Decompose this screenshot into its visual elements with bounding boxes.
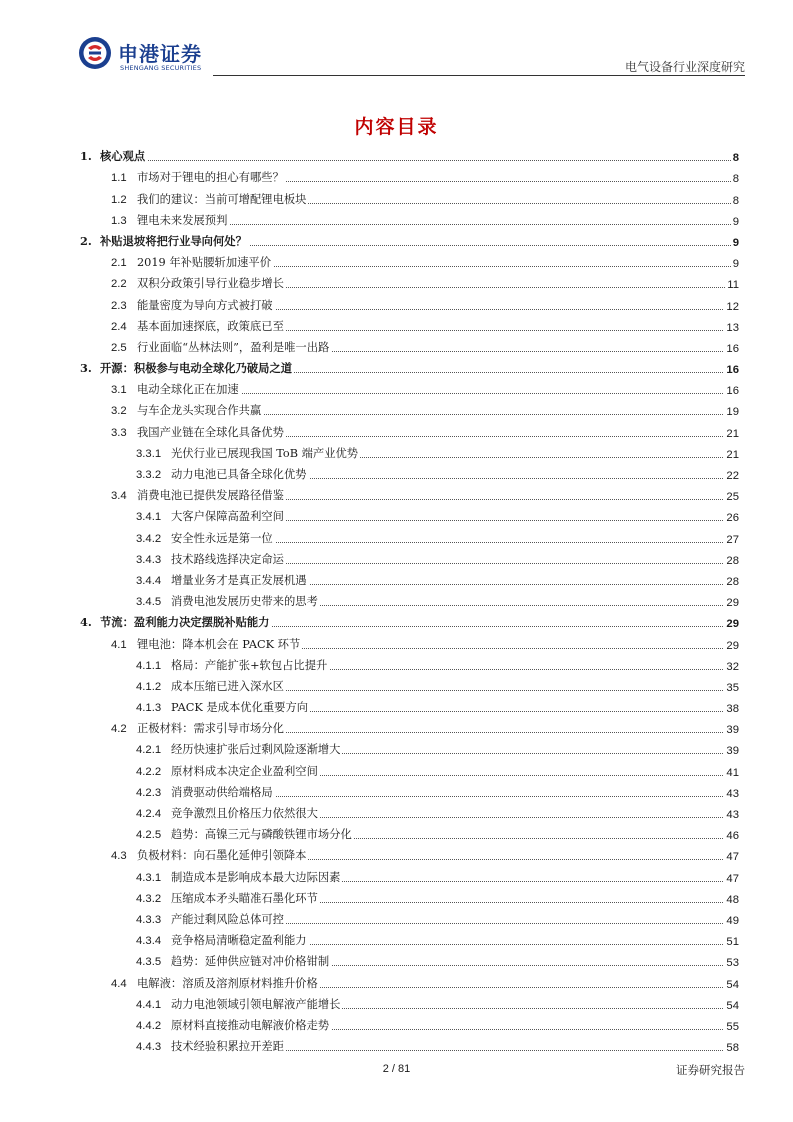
toc-entry-page: 53	[726, 957, 739, 970]
toc-entry-label	[80, 487, 286, 503]
toc-entry-page: 43	[726, 809, 739, 821]
toc-entry-text: 经历快速扩张后过剩风险逐渐增大	[171, 743, 341, 757]
toc-entry-number: 4.3.3	[136, 913, 162, 926]
toc-entry-number: 2.5	[111, 341, 127, 354]
toc-entry-label	[80, 911, 286, 927]
toc-entry[interactable]	[80, 185, 739, 206]
toc-entry-label	[80, 402, 263, 418]
toc-entry[interactable]	[80, 418, 739, 439]
toc-entry-text: 技术经验积累拉开差距	[171, 1040, 284, 1054]
toc-entry-text: 双积分政策引导行业稳步增长	[137, 277, 284, 291]
toc-entry-number: 3.4.4	[136, 574, 162, 587]
toc-entry-text: 开源：积极参与电动全球化乃破局之道	[100, 361, 293, 376]
toc-entry-text: 趋势：延伸供应链对冲价格钳制	[171, 955, 330, 969]
toc-entry-label	[80, 847, 308, 863]
toc-entry[interactable]	[80, 228, 739, 249]
toc-entry-number: 4.2.5	[136, 829, 162, 842]
toc-entry-page: 41	[726, 766, 739, 779]
toc-entry-page: 29	[726, 639, 739, 652]
toc-entry-page: 9	[732, 215, 739, 228]
toc-entry-label	[80, 572, 309, 588]
toc-entry[interactable]	[80, 1012, 739, 1033]
toc-entry-text: 锂电未来发展预判	[137, 213, 228, 227]
footer-label: 证券研究报告	[676, 1063, 745, 1077]
toc-entry[interactable]	[80, 652, 739, 673]
toc-entry-label	[80, 614, 271, 630]
toc-entry-label	[80, 826, 354, 842]
toc-entry-label	[80, 212, 229, 228]
toc-entry-page: 46	[726, 830, 739, 843]
toc-entry-page: 8	[732, 152, 739, 165]
report-type: 电气设备行业深度研究	[624, 60, 745, 74]
toc-entry-text: 动力电池领域引领电解液产能增长	[171, 997, 341, 1011]
toc-entry-text: 格局：产能扩张+软包占比提升	[171, 658, 328, 672]
toc-entry-number: 2.3	[111, 299, 127, 312]
toc-entry-label	[80, 784, 275, 800]
toc-entry-label	[80, 890, 320, 906]
toc-entry-number: 3.4	[111, 490, 127, 503]
toc-entry-label	[80, 1017, 331, 1033]
toc-entry-text: 大客户保障高盈利空间	[171, 510, 284, 524]
toc-entry-text: 安全性永远是第一位	[171, 531, 273, 545]
toc-entry-number: 4.1.1	[136, 659, 162, 672]
toc-entry[interactable]	[80, 546, 739, 567]
toc-entry-label	[80, 805, 320, 821]
toc-entry-label	[80, 530, 275, 546]
toc-entry-text: 增量业务才是真正发展机遇	[171, 573, 307, 587]
toc-entry-page: 54	[726, 999, 739, 1012]
toc-entry[interactable]	[80, 630, 739, 651]
toc-entry-page: 28	[726, 554, 739, 567]
toc-entry-number: 1.	[80, 149, 92, 164]
toc-entry-label	[80, 1038, 286, 1054]
toc-entry-page: 48	[726, 893, 739, 906]
toc-entry-number: 4.3.1	[136, 871, 162, 884]
toc-entry-number: 3.3	[111, 426, 127, 439]
toc-entry-text: 产能过剩风险总体可控	[171, 912, 284, 926]
toc-entry[interactable]	[80, 588, 739, 609]
toc-entry-label	[80, 169, 286, 185]
toc-entry-page: 29	[726, 618, 739, 631]
toc-entry[interactable]	[80, 906, 739, 927]
toc-entry-label	[80, 996, 342, 1012]
toc-entry-page: 22	[726, 470, 739, 482]
toc-entry-text: 原材料成本决定企业盈利空间	[171, 764, 318, 778]
toc-entry[interactable]	[80, 609, 739, 630]
toc-entry-number: 4.2.4	[136, 808, 162, 820]
toc-entry-number: 4.1.2	[136, 680, 162, 693]
toc-entry[interactable]	[80, 715, 739, 736]
toc-entry-label	[80, 763, 320, 779]
toc-entry-label	[80, 445, 360, 461]
toc-entry-page: 29	[726, 597, 739, 610]
toc-entry-page: 9	[732, 258, 739, 271]
toc-entry-page: 28	[726, 575, 739, 588]
toc-entry-number: 1.3	[111, 214, 127, 227]
toc-entry-page: 25	[726, 491, 739, 504]
toc-entry-text: 消费驱动供给端格局	[171, 785, 273, 799]
toc-entry-page: 12	[726, 300, 739, 313]
toc-entry[interactable]	[80, 524, 739, 545]
toc-entry-text: 动力电池已具备全球化优势	[171, 468, 307, 481]
toc-entry-number: 4.3	[111, 850, 127, 863]
toc-entry[interactable]	[80, 567, 739, 588]
toc-entry-page: 16	[726, 364, 739, 377]
toc-entry-label	[80, 657, 329, 673]
page-title: 内容目录	[354, 116, 439, 138]
toc-entry-label	[80, 191, 308, 207]
toc-entry-label	[80, 741, 342, 757]
toc-entry-label	[80, 318, 286, 334]
toc-entry-number: 1.2	[111, 193, 127, 206]
toc-entry[interactable]	[80, 291, 739, 312]
toc-entry[interactable]	[80, 397, 739, 418]
toc-entry-page: 58	[726, 1042, 739, 1055]
toc-entry-number: 3.2	[111, 405, 127, 418]
toc-entry[interactable]	[80, 376, 739, 397]
toc-entry-page: 8	[732, 173, 739, 186]
toc-entry-page: 54	[726, 978, 739, 991]
toc-entry[interactable]	[80, 736, 739, 757]
toc-entry-text: 与车企龙头实现合作共赢	[137, 404, 262, 418]
toc-entry-number: 1.1	[111, 172, 127, 185]
toc-entry-page: 27	[726, 533, 739, 546]
toc-entry[interactable]	[80, 461, 739, 482]
toc-entry-label	[80, 381, 241, 397]
toc-entry-page: 51	[726, 936, 739, 949]
toc-entry-number: 2.1	[111, 257, 127, 270]
toc-entry-page: 16	[726, 342, 739, 355]
toc-entry[interactable]	[80, 673, 739, 694]
toc-entry-number: 2.2	[111, 278, 127, 291]
toc-entry-text: 我国产业链在全球化具备优势	[137, 425, 284, 439]
toc-entry[interactable]	[80, 863, 739, 884]
toc-entry-text: 我们的建议：当前可增配锂电板块	[137, 192, 307, 206]
toc-entry-number: 4.3.5	[136, 956, 162, 969]
toc-entry-label	[80, 297, 275, 313]
toc-entry-page: 26	[726, 512, 739, 525]
toc-entry-page: 13	[726, 321, 739, 334]
toc-entry-page: 21	[726, 427, 739, 440]
toc-entry-text: 技术路线选择决定命运	[171, 552, 284, 566]
toc-entry[interactable]	[80, 482, 739, 503]
toc-entry-page: 47	[726, 872, 739, 885]
toc-entry-text: 节流：盈利能力决定摆脱补贴能力	[100, 615, 270, 630]
toc-entry-text: 制造成本是影响成本最大边际因素	[171, 870, 341, 884]
toc-entry-number: 4.4.1	[136, 998, 162, 1011]
toc-entry-number: 4.4	[111, 977, 127, 990]
toc-entry-page: 55	[726, 1020, 739, 1033]
toc-entry[interactable]	[80, 270, 739, 291]
toc-entry-label	[80, 953, 331, 969]
toc-entry-text: 市场对于锂电的担心有哪些？	[137, 171, 284, 185]
toc-entry-text: PACK 是成本优化重要方向	[171, 701, 309, 715]
toc-entry-label	[80, 360, 294, 376]
toc-entry-number: 3.1	[111, 384, 127, 397]
toc-entry-page: 9	[732, 236, 739, 249]
toc-entry[interactable]	[80, 821, 739, 842]
toc-entry-page: 21	[726, 448, 739, 461]
toc-entry-number: 4.1	[111, 638, 127, 651]
toc-entry-label	[80, 148, 147, 164]
toc-entry-page: 32	[726, 660, 739, 673]
toc-entry-number: 2.	[80, 233, 92, 248]
toc-entry[interactable]	[80, 440, 739, 461]
toc-entry-page: 43	[726, 787, 739, 800]
toc-entry[interactable]	[80, 779, 739, 800]
toc-entry-number: 4.4.3	[136, 1041, 162, 1054]
toc-entry-label	[80, 508, 286, 524]
toc-entry[interactable]	[80, 164, 739, 185]
toc-entry[interactable]	[80, 757, 739, 778]
toc-entry[interactable]	[80, 207, 739, 228]
toc-entry-number: 4.3.4	[136, 935, 162, 948]
toc-entry-text: 消费电池已提供发展路径借鉴	[137, 489, 284, 503]
toc-entry-text: 成本压缩已进入深水区	[171, 679, 284, 693]
toc-entry[interactable]	[80, 694, 739, 715]
toc-entry-page: 16	[726, 385, 739, 398]
toc-entry[interactable]	[80, 800, 739, 821]
toc-entry-page: 47	[726, 851, 739, 864]
toc-entry-number: 4.1.3	[136, 702, 162, 715]
toc-entry-text: 趋势：高镍三元与磷酸铁锂市场分化	[171, 828, 352, 842]
toc-entry-label	[80, 254, 273, 270]
toc-entry-number: 3.4.5	[136, 596, 162, 609]
brand-name-cn: 申港证券	[118, 42, 202, 66]
toc-entry-text: 竞争激烈且价格压力依然很大	[171, 807, 318, 820]
toc-entry-text: 原材料直接推动电解液价格走势	[171, 1018, 330, 1032]
toc-entry-number: 4.2.1	[136, 744, 162, 757]
toc-entry-label	[80, 869, 342, 885]
toc-entry-text: 补贴退坡将把行业导向何处？	[100, 233, 247, 248]
toc-entry-text: 核心观点	[100, 149, 146, 164]
toc-entry-text: 行业面临“丛林法则”，盈利是唯一出路	[137, 340, 330, 354]
toc-entry[interactable]	[80, 948, 739, 969]
toc-entry-number: 4.2	[111, 723, 127, 736]
toc-entry-number: 4.4.2	[136, 1019, 162, 1032]
toc-entry-number: 3.	[80, 361, 92, 376]
toc-entry[interactable]	[80, 503, 739, 524]
toc-entry[interactable]	[80, 885, 739, 906]
toc-entry-page: 38	[726, 703, 739, 716]
toc-entry-text: 2019 年补贴腰斩加速平价	[137, 256, 272, 270]
toc-entry-label	[80, 678, 286, 694]
header-divider	[213, 75, 745, 76]
toc-entry-text: 正极材料：需求引导市场分化	[137, 722, 284, 736]
toc-entry-text: 负极材料：向石墨化延伸引领降本	[137, 849, 307, 863]
toc-entry-number: 3.3.1	[136, 447, 162, 460]
toc-entry-text: 光伏行业已展现我国 ToB 端产业优势	[171, 446, 359, 460]
toc-entry-page: 35	[726, 681, 739, 694]
table-of-contents	[80, 143, 739, 1054]
toc-entry-label	[80, 975, 320, 991]
toc-entry-number: 4.2.3	[136, 786, 162, 799]
toc-entry-number: 3.4.2	[136, 532, 162, 545]
toc-entry-number: 4.	[80, 615, 92, 630]
page-number: 2 / 81	[382, 1063, 411, 1075]
toc-entry-label	[80, 932, 309, 948]
toc-entry-label	[80, 636, 302, 652]
toc-entry-text: 电动全球化正在加速	[137, 383, 239, 397]
toc-entry-label	[80, 699, 310, 715]
toc-entry-page: 39	[726, 745, 739, 758]
toc-entry-text: 锂电池：降本机会在 PACK 环节	[137, 637, 301, 651]
toc-entry-page: 8	[732, 194, 739, 207]
toc-entry[interactable]	[80, 334, 739, 355]
toc-entry-number: 3.4.1	[136, 511, 162, 524]
toc-entry-label	[80, 720, 286, 736]
toc-entry-label	[80, 275, 286, 291]
toc-entry[interactable]	[80, 969, 739, 990]
toc-entry-label	[80, 233, 249, 249]
toc-entry[interactable]	[80, 991, 739, 1012]
toc-entry-label	[80, 551, 286, 567]
toc-entry[interactable]	[80, 355, 739, 376]
toc-entry-text: 消费电池发展历史带来的思考	[171, 595, 318, 609]
toc-entry-number: 3.4.3	[136, 553, 162, 566]
toc-entry[interactable]	[80, 927, 739, 948]
brand-name-en: SHENGANG SECURITIES	[120, 64, 202, 72]
toc-entry-number: 4.3.2	[136, 892, 162, 905]
toc-entry-number: 3.3.2	[136, 469, 162, 481]
toc-entry-text: 压缩成本矛头瞄准石墨化环节	[171, 891, 318, 905]
toc-entry-label	[80, 339, 331, 355]
toc-entry-text: 能量密度为导向方式被打破	[137, 298, 273, 312]
toc-entry-page: 11	[727, 279, 739, 292]
toc-entry-text: 电解液：溶质及溶剂原材料推升价格	[137, 976, 318, 990]
toc-entry[interactable]	[80, 842, 739, 863]
toc-entry-page: 19	[726, 406, 739, 419]
toc-entry[interactable]	[80, 1033, 739, 1054]
toc-entry[interactable]	[80, 313, 739, 334]
shengang-logo-icon	[78, 36, 112, 70]
page-header	[0, 0, 793, 80]
toc-entry-number: 4.2.2	[136, 765, 162, 778]
toc-entry[interactable]	[80, 143, 739, 164]
toc-entry-number: 2.4	[111, 320, 127, 333]
toc-entry-page: 39	[726, 724, 739, 737]
toc-entry-text: 竞争格局清晰稳定盈利能力	[171, 934, 307, 948]
toc-entry[interactable]	[80, 249, 739, 270]
toc-entry-label	[80, 593, 320, 609]
toc-entry-page: 49	[726, 914, 739, 927]
toc-entry-text: 基本面加速探底，政策底已至	[137, 319, 284, 333]
toc-entry-label	[80, 424, 286, 440]
toc-entry-label	[80, 466, 309, 482]
